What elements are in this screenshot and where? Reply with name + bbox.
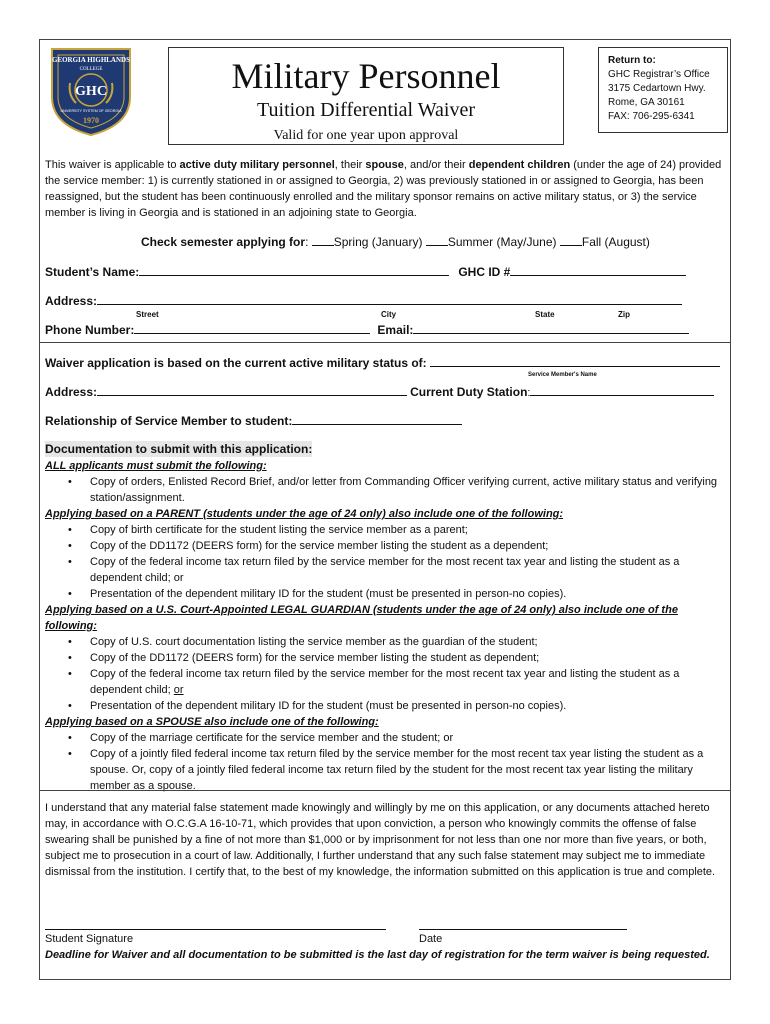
- intro-paragraph: This waiver is applicable to active duty military personnel, their spouse, and/or their dependent children (under the age of 24) provided the service member: 1) is currently stationed in or assigned to Georgia, 2) was previously stationed in or assigned to Georgia, has been reassigned, but the student has been continuously enrolled and the military sponsor remains on active military status, or 3) the service member is living in Georgia and is stationed in an adjoining state to Georgia.: [45, 159, 722, 219]
- all-applicants-heading: ALL applicants must submit the following:: [45, 460, 267, 472]
- city-caption: City: [381, 310, 397, 319]
- list-item: • Presentation of the dependent military ID for the student (must be presented in person-no copies).: [90, 698, 727, 714]
- ghc-seal-logo: [48, 45, 134, 137]
- signature-label: Student Signature: [45, 933, 134, 945]
- return-to-box: [598, 47, 728, 133]
- list-item: • Copy of the federal income tax return filed by the service member for the most recent tax year and listing the student as a dependent child; or: [90, 666, 727, 698]
- return-to-line: GHC Registrar’s Office: [608, 69, 710, 80]
- street-caption: Street: [136, 310, 159, 319]
- documentation-section: [45, 441, 727, 794]
- student-address-label: Address:: [45, 294, 98, 308]
- zip-caption: Zip: [618, 310, 630, 319]
- summer-checkbox-line[interactable]: [426, 234, 448, 246]
- parent-heading: Applying based on a PARENT (students under the age of 24 only) also include one of the following:: [45, 508, 564, 520]
- list-item: • Copy of the DD1172 (DEERS form) for the service member listing the student as dependent;: [90, 650, 727, 666]
- logo-monogram: GHC: [75, 84, 107, 99]
- date-label: Date: [419, 933, 443, 945]
- documentation-heading: Documentation to submit with this application:: [45, 442, 313, 456]
- military-address-row: Address: Current Duty Station:: [45, 384, 714, 399]
- duty-station-field[interactable]: [530, 384, 714, 396]
- semester-row: Check semester applying for: Spring (January) Summer (May/June) Fall (August): [141, 235, 650, 249]
- guardian-heading: Applying based on a U.S. Court-Appointed LEGAL GUARDIAN (students under the age of 24 only) also include one of the following:: [45, 604, 678, 632]
- summer-option: Summer (May/June): [447, 235, 557, 249]
- phone-label: Phone Number:: [45, 323, 135, 337]
- email-label: Email:: [377, 323, 414, 337]
- return-to-label: Return to:: [608, 55, 656, 66]
- list-item: • Copy of U.S. court documentation listing the service member as the guardian of the student;: [90, 634, 727, 650]
- or-word: or: [173, 684, 184, 696]
- list-item: • Copy of birth certificate for the student listing the service member as a parent;: [90, 522, 727, 538]
- spring-option: Spring (January): [333, 235, 423, 249]
- list-item: • Copy of the DD1172 (DEERS form) for the service member listing the student as a dependent;: [90, 538, 727, 554]
- title-box: [168, 47, 564, 145]
- form-title: Military Personnel: [231, 56, 501, 96]
- service-member-name-field[interactable]: [430, 355, 720, 367]
- section-divider: [39, 790, 731, 791]
- relationship-row: [45, 413, 462, 428]
- military-status-row: [45, 355, 720, 370]
- fall-checkbox-line[interactable]: [560, 234, 582, 246]
- student-address-row: [45, 293, 682, 308]
- phone-email-row: [45, 322, 689, 337]
- list-item: • Copy of orders, Enlisted Record Brief, and/or letter from Commanding Officer verifying current, active military status and verifying station/assignment.: [90, 474, 727, 506]
- list-item: • Copy of a jointly filed federal income tax return filed by the service member for the most recent tax year listing the student as a spouse. Or, copy of a jointly filed federal income tax return filed by the student for the most recent tax year listing the military member as a spouse.: [90, 746, 727, 794]
- list-item: • Presentation of the dependent military ID for the student (must be presented in person-no copies).: [90, 586, 727, 602]
- return-to-line: FAX: 706-295-6341: [608, 111, 695, 122]
- relationship-field[interactable]: [292, 413, 462, 425]
- spouse-heading: Applying based on a SPOUSE also include one of the following:: [45, 716, 379, 728]
- form-subtitle: Tuition Differential Waiver: [257, 99, 475, 121]
- logo-year: 1970: [83, 116, 99, 125]
- state-caption: State: [535, 310, 555, 319]
- phone-field[interactable]: [134, 322, 370, 334]
- student-address-field[interactable]: [97, 293, 682, 305]
- military-address-field[interactable]: [97, 384, 407, 396]
- student-name-row: [45, 264, 686, 279]
- logo-arc-top: GEORGIA HIGHLANDS: [52, 56, 130, 64]
- list-item: • Copy of the marriage certificate for the service member and the student; or: [90, 730, 727, 746]
- relationship-label: Relationship of Service Member to student:: [45, 414, 293, 428]
- military-status-label: Waiver application is based on the current active military status of:: [45, 356, 427, 370]
- email-field[interactable]: [413, 322, 689, 334]
- service-member-name-caption: Service Member's Name: [528, 372, 597, 378]
- duty-station-label: Current Duty Station: [410, 385, 528, 399]
- ghc-id-field[interactable]: [510, 264, 686, 276]
- section-divider: [39, 342, 731, 343]
- certification-paragraph: I understand that any material false statement made knowingly and willingly by me on this application, or any documents attached hereto may, in accordance with O.C.G.A 16-10-71, which provides that upon conviction, a person who knowingly commits the offense of false swearing shall be punished by a fine of not more than $1,000 or by imprisonment for not less than one nor more than five years, or both, subject me to prosecution in a court of law. Additionally, I further understand that any such false statement may subject me to immediate dismissal from the institution. I certify that, to the best of my knowledge, the information submitted on this application is true and complete.: [45, 802, 716, 878]
- form-validity: Valid for one year upon approval: [273, 128, 459, 143]
- list-item: • Copy of the federal income tax return filed by the service member for the most recent tax year and listing the student as a dependent child; or: [90, 554, 727, 586]
- return-to-line: Rome, GA 30161: [608, 97, 685, 108]
- fall-option: Fall (August): [581, 235, 650, 249]
- military-address-label: Address:: [45, 385, 98, 399]
- semester-label: Check semester applying for: [141, 235, 306, 249]
- deadline-notice: Deadline for Waiver and all documentation to be submitted is the last day of registration for the term waiver is being requested.: [45, 949, 710, 961]
- student-name-label: Student’s Name:: [45, 265, 140, 279]
- logo-arc-bottom: UNIVERSITY SYSTEM OF GEORGIA: [60, 109, 122, 113]
- student-name-field[interactable]: [139, 264, 449, 276]
- ghc-id-label: GHC ID #: [458, 265, 511, 279]
- spring-checkbox-line[interactable]: [312, 234, 334, 246]
- signature-line[interactable]: [45, 929, 386, 930]
- return-to-line: 3175 Cedartown Hwy.: [608, 83, 706, 94]
- logo-college: COLLEGE: [79, 67, 103, 72]
- date-line[interactable]: [419, 929, 627, 930]
